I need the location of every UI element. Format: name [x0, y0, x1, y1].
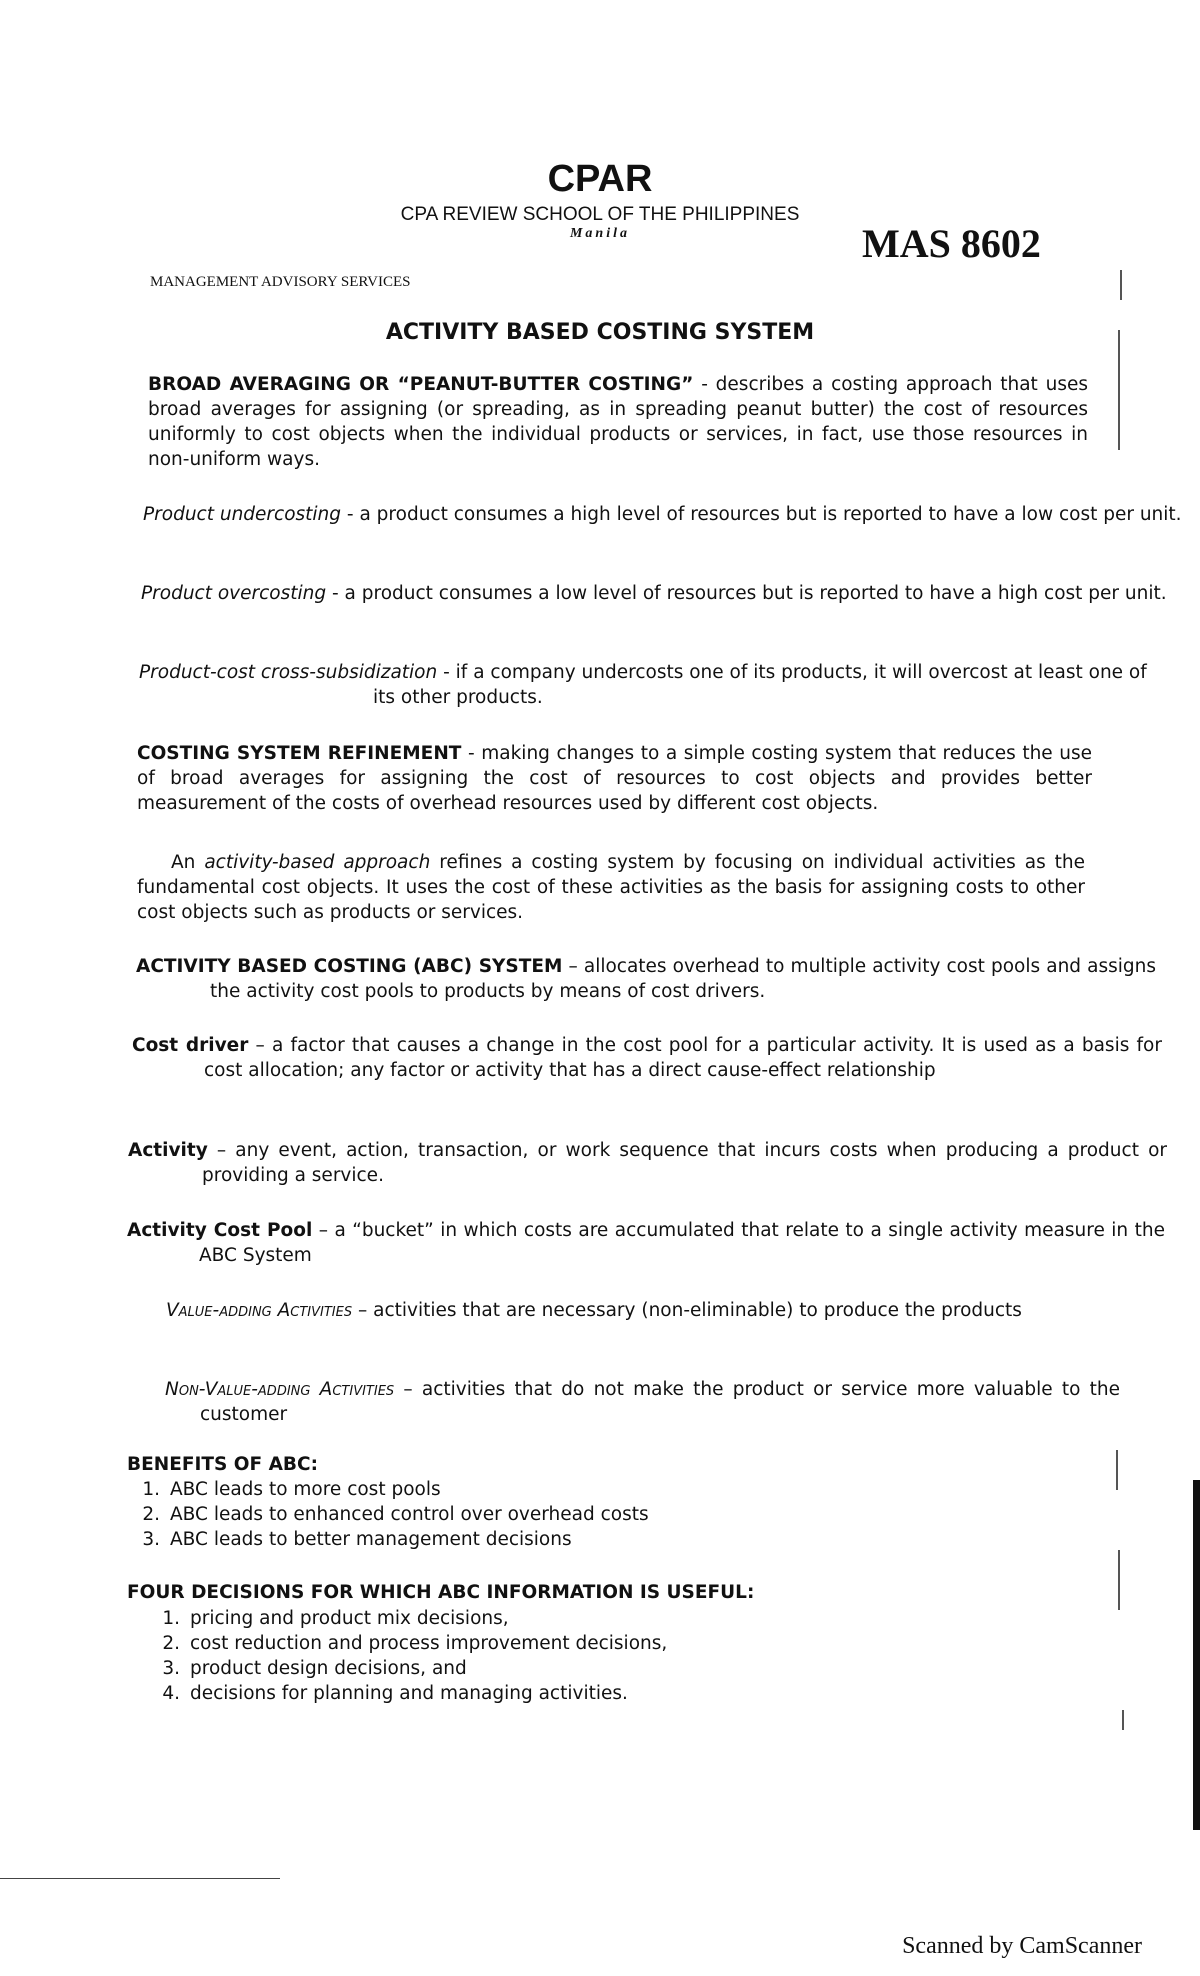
abc-system-paragraph: [136, 954, 1156, 1004]
department-label: MANAGEMENT ADVISORY SERVICES: [150, 274, 411, 290]
course-code: MAS 8602: [862, 221, 1041, 266]
refinement-text: - making changes to a simple costing system that reduces the use of broad averages for assigning the cost of resources to cost objects and provides better measurement of the costs of overhead resources used by different cost objects.: [137, 743, 1092, 814]
list-item: [132, 1527, 649, 1552]
decisions-heading: FOUR DECISIONS FOR WHICH ABC INFORMATION IS USEFUL:: [127, 1582, 755, 1603]
scan-edge-mark: [1120, 270, 1122, 300]
list-item: [152, 1606, 667, 1631]
undercosting-term: Product undercosting: [143, 504, 342, 525]
header-school: CPA REVIEW SCHOOL OF THE PHILIPPINES: [400, 204, 800, 225]
activity-approach-text: refines a costing system by focusing on individual activities as the fundamental cost objects. It uses the cost of these activities as the basis for assigning costs to other cost objects such as products or services.: [137, 852, 1085, 923]
value-adding-text: – activities that are necessary (non-eliminable) to produce the products: [352, 1300, 1022, 1321]
activity-approach-lead: An: [171, 852, 205, 873]
list-item: [132, 1502, 649, 1527]
cost-pool-text: – a “bucket” in which costs are accumulated that relate to a single activity measure in the ABC System: [199, 1220, 1165, 1266]
activity-paragraph: [128, 1138, 1167, 1188]
list-item: [152, 1656, 667, 1681]
list-number: 3.: [142, 1529, 160, 1550]
broad-averaging-text: - describes a costing approach that uses broad averages for assigning (or spreading, as in spreading peanut butter) the cost of resources uniformly to cost objects when the individual products or services, in fact, use those resources in non-uniform ways.: [148, 374, 1089, 470]
abc-system-term: ACTIVITY BASED COSTING (ABC) SYSTEM: [136, 956, 563, 977]
cross-subsidization-text: - if a company undercosts one of its products, it will overcost at least one of its other products.: [373, 662, 1147, 708]
refinement-term: COSTING SYSTEM REFINEMENT: [137, 743, 462, 764]
undercosting-paragraph: [143, 502, 1200, 527]
activity-text: – any event, action, transaction, or work sequence that incurs costs when producing a product or providing a service.: [202, 1140, 1167, 1186]
header-title: CPAR: [547, 158, 653, 200]
activity-approach-term: activity-based approach: [204, 852, 431, 873]
non-value-adding-paragraph: [165, 1377, 1120, 1427]
refinement-paragraph: [137, 741, 1092, 816]
list-text: ABC leads to enhanced control over overhead costs: [170, 1504, 649, 1525]
decisions-list: [152, 1606, 667, 1706]
broad-averaging-paragraph: [148, 372, 1088, 472]
list-text: pricing and product mix decisions,: [190, 1608, 509, 1629]
list-text: ABC leads to better management decisions: [170, 1529, 572, 1550]
list-text: decisions for planning and managing activities.: [190, 1683, 628, 1704]
cost-pool-term: Activity Cost Pool: [127, 1220, 313, 1241]
scan-edge-mark: [1118, 330, 1120, 450]
scan-edge-shadow: [1193, 1480, 1200, 1830]
value-adding-term: Value-adding Activities: [166, 1300, 353, 1321]
broad-averaging-term: BROAD AVERAGING OR “PEANUT-BUTTER COSTING”: [148, 374, 694, 395]
list-item: [132, 1477, 649, 1502]
list-number: 3.: [162, 1658, 180, 1679]
scan-edge-line: [0, 1878, 280, 1879]
abc-system-text: – allocates overhead to multiple activity cost pools and assigns the activity cost pools to products by means of cost drivers.: [210, 956, 1156, 1002]
overcosting-paragraph: [141, 581, 1200, 606]
benefits-list: [132, 1477, 649, 1552]
activity-approach-paragraph: [137, 850, 1085, 925]
scanner-watermark: Scanned by CamScanner: [902, 1933, 1142, 1959]
list-number: 2.: [142, 1504, 160, 1525]
list-text: product design decisions, and: [190, 1658, 467, 1679]
list-number: 4.: [162, 1683, 180, 1704]
value-adding-paragraph: [166, 1298, 1124, 1323]
list-number: 2.: [162, 1633, 180, 1654]
cross-subsidization-term: Product-cost cross-subsidization: [139, 662, 438, 683]
activity-term: Activity: [128, 1140, 208, 1161]
non-value-adding-term: Non-Value-adding Activities: [165, 1379, 395, 1400]
header-city: Manila: [569, 226, 630, 241]
list-number: 1.: [142, 1479, 160, 1500]
list-item: [152, 1631, 667, 1656]
scan-edge-mark: [1116, 1450, 1118, 1490]
cost-driver-paragraph: [132, 1033, 1162, 1083]
cost-driver-text: – a factor that causes a change in the cost pool for a particular activity. It is used as a basis for cost allocation; any factor or activity that has a direct cause-effect relationship: [204, 1035, 1162, 1081]
list-item: [152, 1681, 667, 1706]
cost-pool-paragraph: [127, 1218, 1165, 1268]
cross-subsidization-paragraph: [139, 660, 1173, 710]
list-text: cost reduction and process improvement decisions,: [190, 1633, 668, 1654]
non-value-adding-text: – activities that do not make the product or service more valuable to the customer: [200, 1379, 1120, 1425]
cost-driver-term: Cost driver: [132, 1035, 249, 1056]
undercosting-text: - a product consumes a high level of resources but is reported to have a low cost per unit.: [341, 504, 1182, 525]
document-title: ACTIVITY BASED COSTING SYSTEM: [385, 320, 815, 345]
benefits-heading: BENEFITS OF ABC:: [127, 1454, 318, 1475]
list-number: 1.: [162, 1608, 180, 1629]
list-text: ABC leads to more cost pools: [170, 1479, 441, 1500]
scan-edge-mark: [1122, 1710, 1124, 1730]
scan-edge-mark: [1118, 1550, 1120, 1610]
overcosting-text: - a product consumes a low level of resources but is reported to have a high cost per unit.: [326, 583, 1167, 604]
overcosting-term: Product overcosting: [141, 583, 327, 604]
